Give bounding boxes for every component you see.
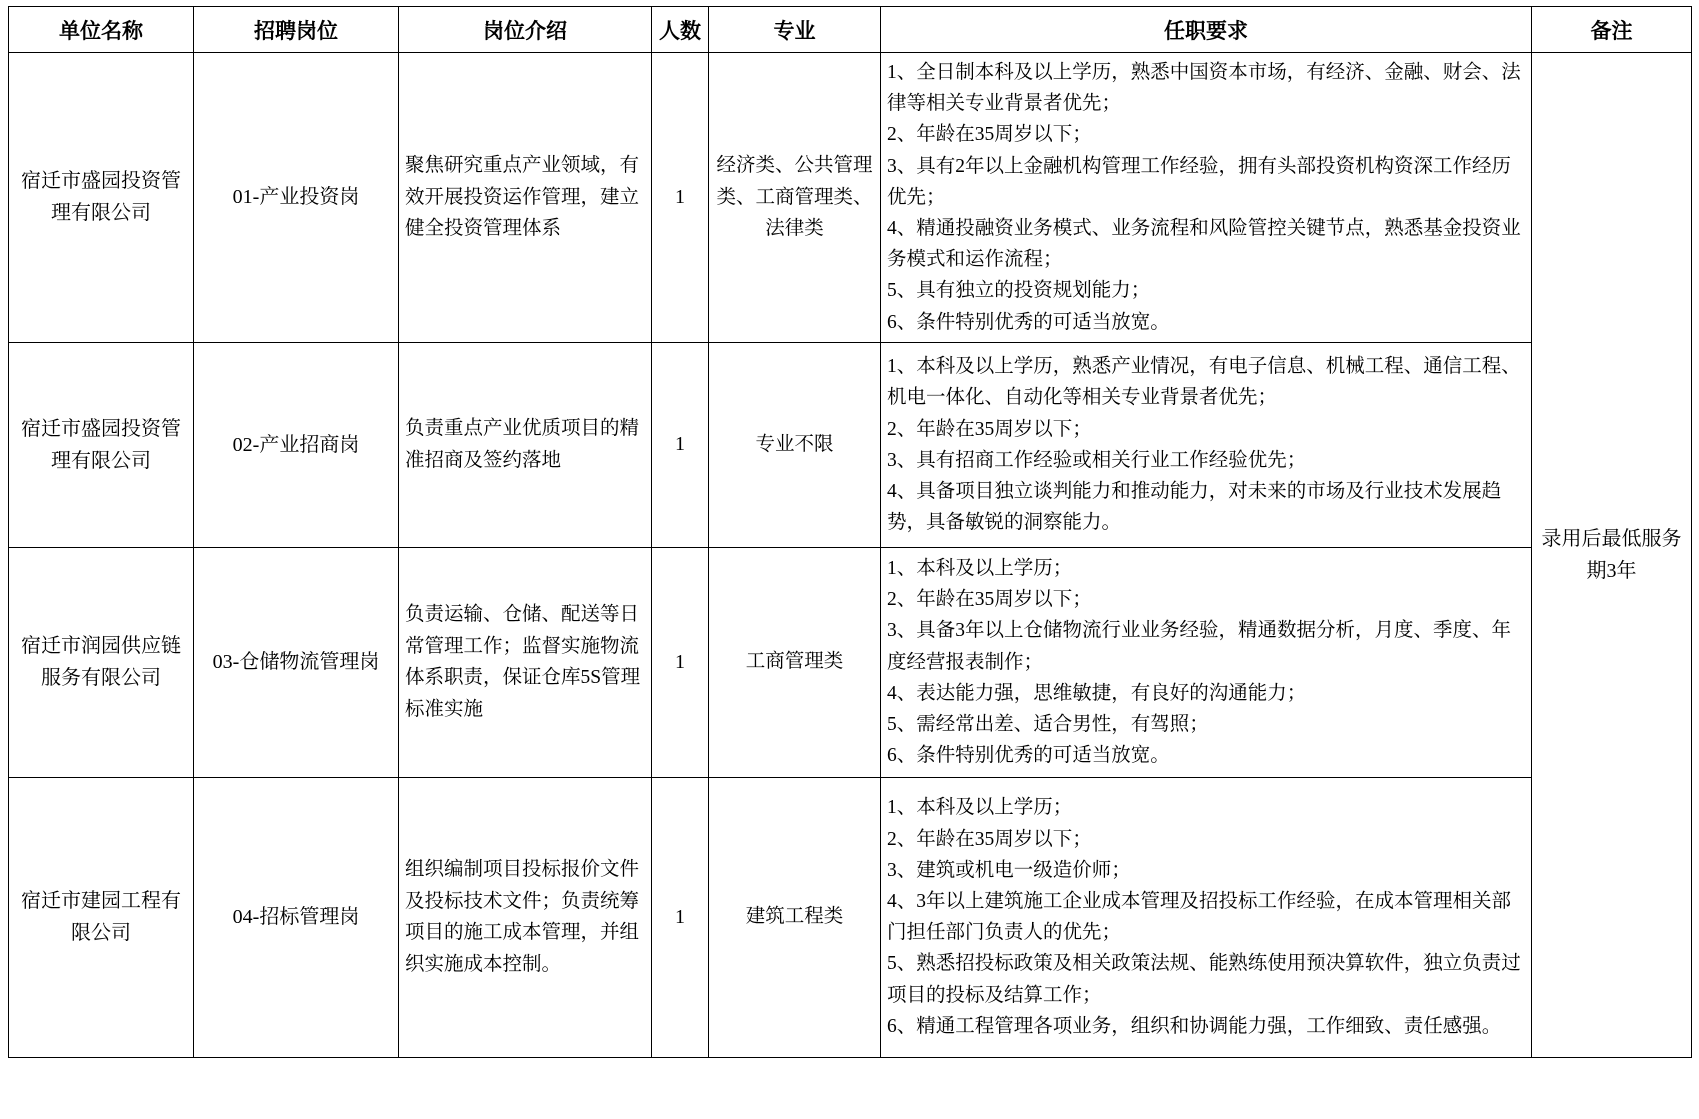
- requirement-line: 4、具备项目独立谈判能力和推动能力，对未来的市场及行业技术发展趋势，具备敏锐的洞察能力。: [887, 480, 1502, 534]
- requirement-line: 3、具有招商工作经验或相关行业工作经验优先；: [887, 449, 1307, 471]
- column-header-major: 专业: [709, 7, 881, 53]
- cell-unit: 宿迁市盛园投资管理有限公司: [9, 342, 194, 547]
- cell-remark: 录用后最低服务期3年: [1532, 53, 1692, 1058]
- requirement-line: 6、条件特别优秀的可适当放宽。: [887, 745, 1170, 767]
- requirement-line: 5、具有独立的投资规划能力；: [887, 280, 1151, 302]
- requirement-line: 2、年龄在35周岁以下；: [887, 418, 1092, 440]
- column-header-count: 人数: [652, 7, 709, 53]
- column-header-remark: 备注: [1532, 7, 1692, 53]
- cell-unit: 宿迁市建园工程有限公司: [9, 777, 194, 1057]
- cell-post: 04-招标管理岗: [194, 777, 399, 1057]
- cell-count: 1: [652, 777, 709, 1057]
- cell-major: 经济类、公共管理类、工商管理类、法律类: [709, 53, 881, 343]
- cell-count: 1: [652, 547, 709, 777]
- cell-major: 专业不限: [709, 342, 881, 547]
- cell-intro: 组织编制项目投标报价文件及投标技术文件；负责统筹项目的施工成本管理，并组织实施成本控制。: [399, 777, 652, 1057]
- requirement-line: 2、年龄在35周岁以下；: [887, 124, 1092, 146]
- requirement-line: 6、精通工程管理各项业务，组织和协调能力强，工作细致、责任感强。: [887, 1015, 1502, 1037]
- cell-count: 1: [652, 53, 709, 343]
- table-row: [9, 547, 1692, 777]
- cell-unit: 宿迁市润园供应链服务有限公司: [9, 547, 194, 777]
- requirement-line: 4、表达能力强，思维敏捷，有良好的沟通能力；: [887, 682, 1307, 704]
- requirement-line: 2、年龄在35周岁以下；: [887, 828, 1092, 850]
- cell-requirements: [881, 547, 1532, 777]
- table-row: [9, 777, 1692, 1057]
- column-header-requirements: 任职要求: [881, 7, 1532, 53]
- table-header-row: [9, 7, 1692, 53]
- cell-post: 03-仓储物流管理岗: [194, 547, 399, 777]
- cell-intro: 负责重点产业优质项目的精准招商及签约落地: [399, 342, 652, 547]
- requirement-line: 1、本科及以上学历；: [887, 797, 1073, 819]
- requirement-line: 4、精通投融资业务模式、业务流程和风险管控关键节点，熟悉基金投资业务模式和运作流程；: [887, 217, 1521, 271]
- cell-requirements: [881, 342, 1532, 547]
- cell-unit: 宿迁市盛园投资管理有限公司: [9, 53, 194, 343]
- column-header-post: 招聘岗位: [194, 7, 399, 53]
- table-row: [9, 342, 1692, 547]
- table-header: [9, 7, 1692, 53]
- requirement-line: 6、条件特别优秀的可适当放宽。: [887, 311, 1170, 333]
- requirement-line: 1、本科及以上学历，熟悉产业情况，有电子信息、机械工程、通信工程、机电一体化、自动化等相关专业背景者优先；: [887, 356, 1521, 409]
- table-row: [9, 53, 1692, 343]
- requirement-line: 1、本科及以上学历；: [887, 558, 1073, 580]
- cell-intro: 负责运输、仓储、配送等日常管理工作；监督实施物流体系职责，保证仓库5S管理标准实施: [399, 547, 652, 777]
- requirement-line: 3、具备3年以上仓储物流行业业务经验，精通数据分析，月度、季度、年度经营报表制作；: [887, 620, 1512, 673]
- cell-post: 02-产业招商岗: [194, 342, 399, 547]
- table-body: [9, 53, 1692, 1058]
- cell-major: 工商管理类: [709, 547, 881, 777]
- requirement-line: 2、年龄在35周岁以下；: [887, 589, 1092, 611]
- requirement-line: 3、具有2年以上金融机构管理工作经验，拥有头部投资机构资深工作经历优先；: [887, 155, 1512, 208]
- requirement-line: 3、建筑或机电一级造价师；: [887, 859, 1131, 881]
- cell-major: 建筑工程类: [709, 777, 881, 1057]
- cell-count: 1: [652, 342, 709, 547]
- requirement-line: 5、需经常出差、适合男性，有驾照；: [887, 713, 1209, 735]
- column-header-unit: 单位名称: [9, 7, 194, 53]
- requirement-line: 5、熟悉招投标政策及相关政策法规、能熟练使用预决算软件，独立负责过项目的投标及结算工作；: [887, 953, 1521, 1006]
- recruitment-table: [8, 6, 1692, 1058]
- requirement-line: 4、3年以上建筑施工企业成本管理及招投标工作经验，在成本管理相关部门担任部门负责人的优先；: [887, 891, 1512, 944]
- cell-requirements: [881, 777, 1532, 1057]
- column-header-intro: 岗位介绍: [399, 7, 652, 53]
- cell-requirements: [881, 53, 1532, 343]
- cell-intro: 聚焦研究重点产业领域，有效开展投资运作管理，建立健全投资管理体系: [399, 53, 652, 343]
- requirement-line: 1、全日制本科及以上学历，熟悉中国资本市场，有经济、金融、财会、法律等相关专业背景者优先；: [887, 62, 1521, 115]
- cell-post: 01-产业投资岗: [194, 53, 399, 343]
